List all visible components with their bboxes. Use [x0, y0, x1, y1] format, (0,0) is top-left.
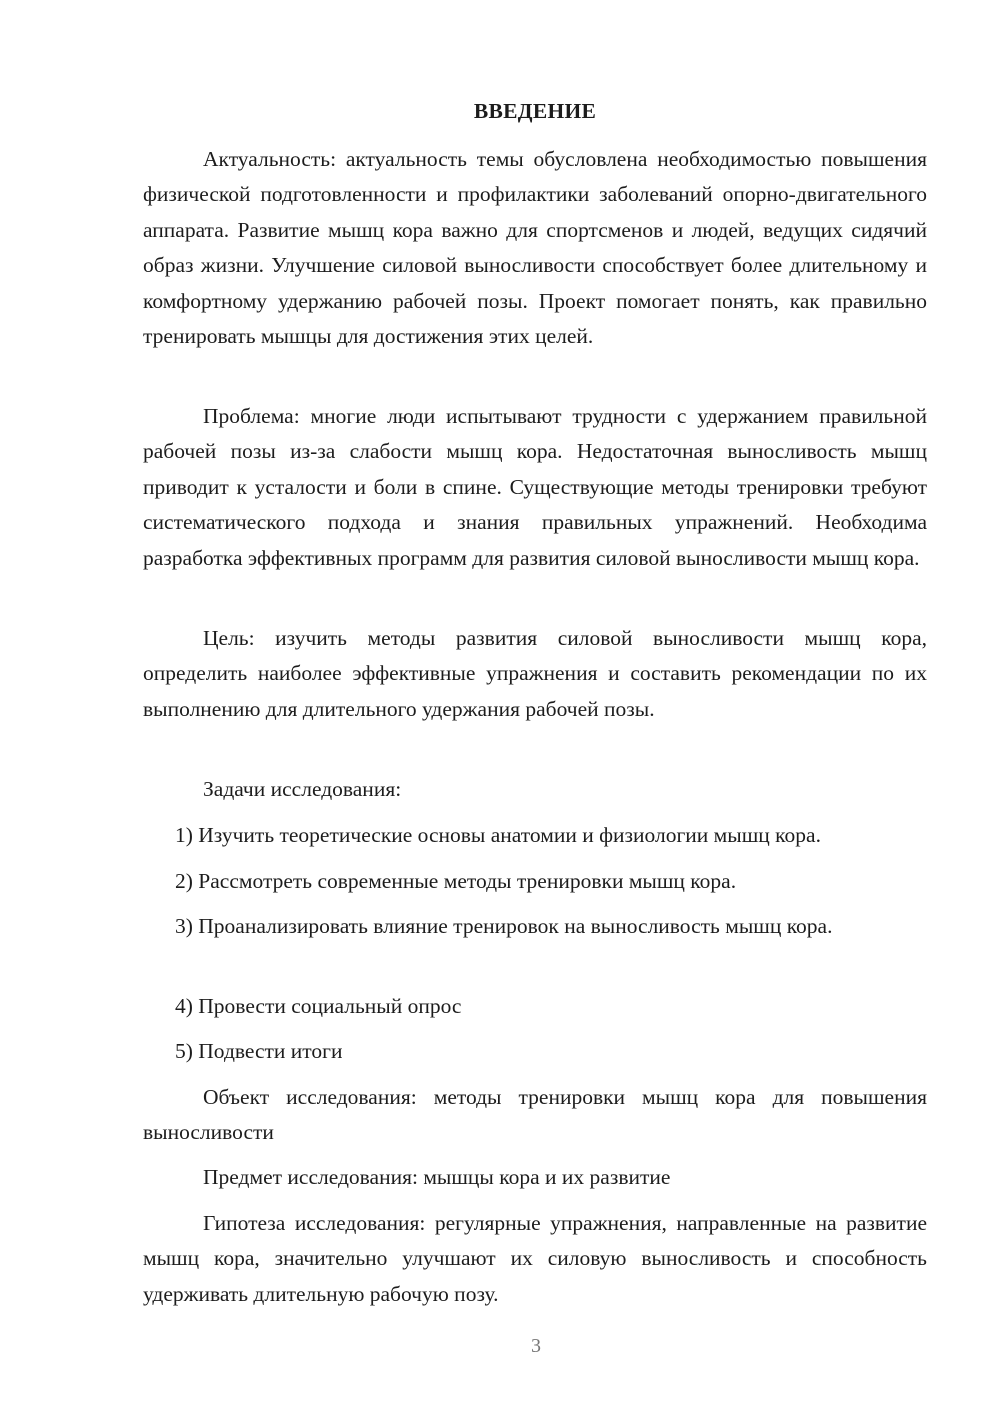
- page-number: 3: [531, 1335, 541, 1357]
- hypothesis-paragraph: Гипотеза исследования: регулярные упражнения, направленные на развитие мышц кора, значительно улучшают их силовую выносливость и способность удерживать длительную рабочую позу.: [143, 1211, 927, 1306]
- goal-paragraph: Цель: изучить методы развития силовой выносливости мышц кора, определить наиболее эффективные упражнения и составить рекомендации по их выполнению для длительного удержания рабочей позы.: [143, 626, 927, 721]
- research-object-paragraph: Объект исследования: методы тренировки мышц кора для повышения выносливости: [143, 1085, 927, 1145]
- relevance-paragraph: Актуальность: актуальность темы обусловлена необходимостью повышения физической подготовленности и профилактики заболеваний опорно-двигательного аппарата. Развитие мышц кора важно для спортсменов и людей, ведущих сидячий образ жизни. Улучшение силовой выносливости способствует более длительному и комфортному удержанию рабочей позы. Проект помогает понять, как правильно тренировать мышцы для достижения этих целей.: [143, 147, 927, 349]
- section-title: ВВЕДЕНИЕ: [473, 99, 597, 123]
- task-item-3: 3) Проанализировать влияние тренировок на выносливость мышц кора.: [175, 914, 833, 938]
- task-item-5: 5) Подвести итоги: [175, 1039, 343, 1063]
- task-item-4: 4) Провести социальный опрос: [175, 994, 462, 1018]
- tasks-heading: Задачи исследования:: [203, 777, 402, 801]
- task-item-2: 2) Рассмотреть современные методы тренировки мышц кора.: [175, 869, 737, 893]
- research-subject-paragraph: Предмет исследования: мышцы кора и их развитие: [203, 1165, 671, 1189]
- task-item-1: 1) Изучить теоретические основы анатомии и физиологии мышц кора.: [175, 823, 821, 847]
- problem-paragraph: Проблема: многие люди испытывают трудности с удержанием правильной рабочей позы из-за слабости мышц кора. Недостаточная выносливость мышц приводит к усталости и боли в спине. Существующие методы тренировки требуют систематического подхода и знания правильных упражнений. Необходима разработка эффективных программ для развития силовой выносливости мышц кора.: [143, 404, 927, 570]
